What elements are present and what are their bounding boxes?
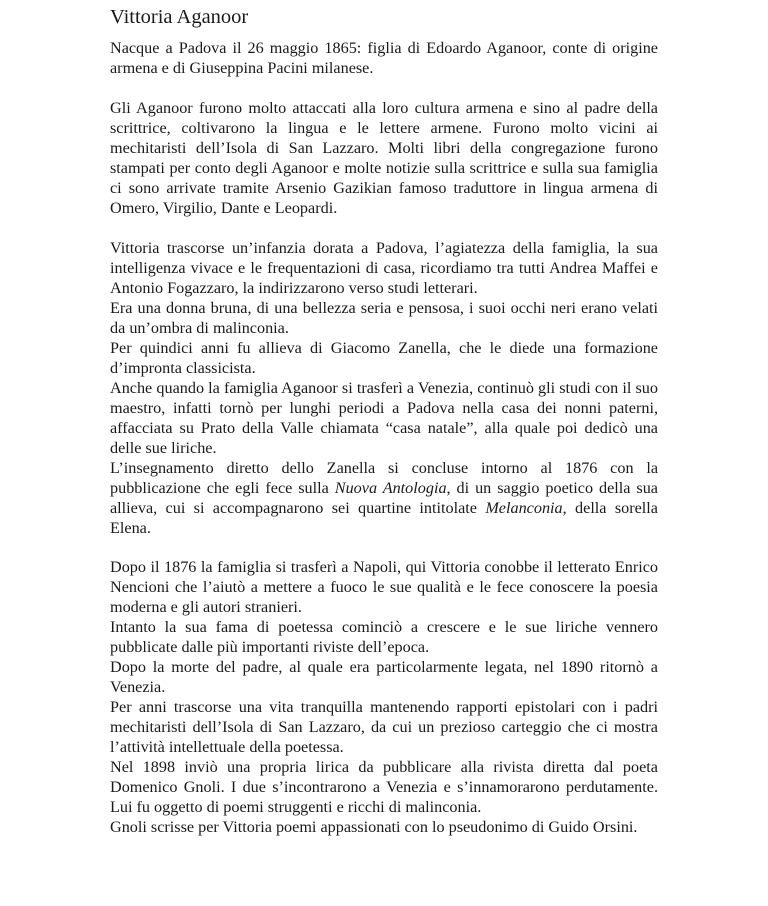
document-page <box>110 4 658 837</box>
italic-title-melanconia: Melanconia <box>485 499 563 517</box>
paragraph-gap <box>110 218 658 238</box>
paragraph-venice: Anche quando la famiglia Aganoor si trasferì a Venezia, continuò gli studi con il suo maestro, infatti tornò per lunghi periodi a Padova nella casa dei nonni paterni, affacciata su Prato della Valle chiamata “casa natale”, alla quale poi dedicò una delle sue liriche. <box>110 379 658 457</box>
paragraph-gnoli: Nel 1898 inviò una propria lirica da pubblicare alla rivista diretta dal poeta Domenico Gnoli. I due s’incontrarono a Venezia e s’innamorarono perdutamente. Lui fu oggetto di poemi struggenti e ricchi di malinconia. <box>110 758 658 816</box>
paragraph-appearance: Era una donna bruna, di una bellezza seria e pensosa, i suoi occhi neri erano velati da un’ombra di malinconia. <box>110 299 658 337</box>
paragraph-armenian-culture: Gli Aganoor furono molto attaccati alla loro cultura armena e sino al padre della scrittrice, coltivarono la lingua e le lettere armene. Furono molto vicini ai mechitaristi dell’Isola di San Lazzaro. Molti libri della congregazione furono stampati per conto degli Aganoor e molte notizie sulla scrittrice e sulla sua famiglia ci sono arrivate tramite Arsenio Gazikian famoso traduttore in lingua armena di Omero, Virgilio, Dante e Leopardi. <box>110 99 658 217</box>
paragraph-mechitaristi: Per anni trascorse una vita tranquilla mantenendo rapporti epistolari con i padri mechitaristi dell’Isola di San Lazzaro, da cui un prezioso carteggio che ci mostra l’attività intellettuale della poetessa. <box>110 698 658 756</box>
text-run: , della sorella Elena. <box>110 499 658 537</box>
paragraph-zanella: Per quindici anni fu allieva di Giacomo Zanella, che le diede una formazione d’impronta classicista. <box>110 339 658 377</box>
paragraph-gap <box>110 538 658 557</box>
paragraph-gap <box>110 78 658 98</box>
page-title: Vittoria Aganoor <box>110 6 249 28</box>
text-run: L’insegnamento diretto dello Zanella si concluse intorno al 1876 con la pubblicazione che egli fece sulla <box>110 459 658 497</box>
paragraph-orsini: Gnoli scrisse per Vittoria poemi appassionati con lo pseudonimo di Guido Orsini. <box>110 818 638 836</box>
paragraph-childhood: Vittoria trascorse un’infanzia dorata a Padova, l’agiatezza della famiglia, la sua intelligenza vivace e le frequentazioni di casa, ricordiamo tra tutti Andrea Maffei e Antonio Fogazzaro, la indirizzarono verso studi letterari. <box>110 239 658 297</box>
paragraph-antologia <box>110 458 658 538</box>
paragraph-napoli: Dopo il 1876 la famiglia si trasferì a Napoli, qui Vittoria conobbe il letterato Enrico Nencioni che l’aiutò a mettere a fuoco le sue qualità e le fece conoscere la poesia moderna e gli autori stranieri. <box>110 558 658 616</box>
paragraph-birth: Nacque a Padova il 26 maggio 1865: figlia di Edoardo Aganoor, conte di origine armena e di Giuseppina Pacini milanese. <box>110 39 658 77</box>
italic-title-nuova-antologia: Nuova Antologia <box>334 479 447 497</box>
paragraph-fame: Intanto la sua fama di poetessa cominciò a crescere e le sue liriche vennero pubblicate dalle più importanti riviste dell’epoca. <box>110 618 658 656</box>
text-run: , di un saggio poetico della sua allieva, cui si accompagnarono sei quartine intitolate <box>110 479 658 517</box>
paragraph-father-death: Dopo la morte del padre, al quale era particolarmente legata, nel 1890 ritornò a Venezia. <box>110 658 658 696</box>
